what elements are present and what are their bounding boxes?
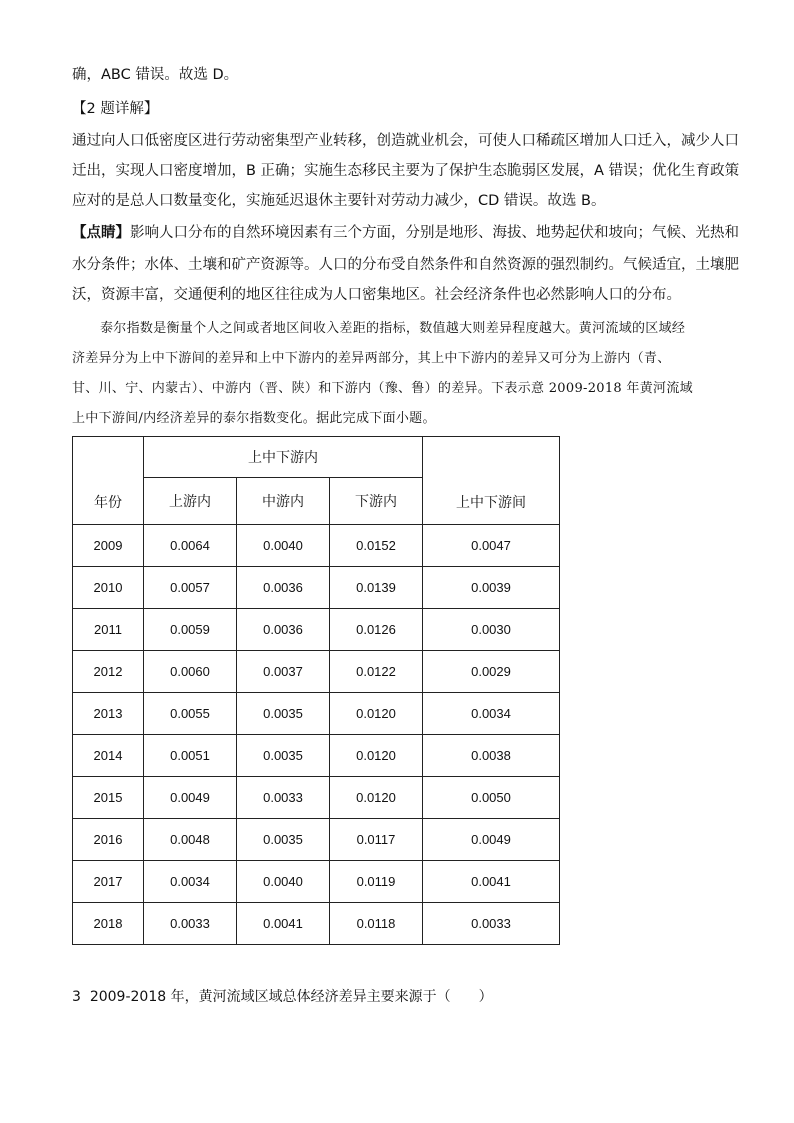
cell-upper: 0.0049 [144, 777, 237, 819]
intro-line-2: 济差异分为上中下游间的差异和上中下游内的差异两部分，其上中下游内的差异又可分为上游内（青、 [72, 351, 671, 366]
cell-lower: 0.0122 [330, 651, 423, 693]
explanation-line-1: 通过向人口低密度区进行劳动密集型产业转移，创造就业机会，可使人口稀疏区增加人口迁入，减少人口 [72, 133, 739, 149]
cell-between: 0.0029 [423, 651, 560, 693]
cell-middle: 0.0037 [237, 651, 330, 693]
cell-upper: 0.0055 [144, 693, 237, 735]
cell-lower: 0.0119 [330, 861, 423, 903]
cell-upper: 0.0060 [144, 651, 237, 693]
cell-year: 2012 [73, 651, 144, 693]
header-upper: 上游内 [144, 478, 237, 525]
cell-between: 0.0041 [423, 861, 560, 903]
intro-line-1: 泰尔指数是衡量个人之间或者地区间收入差距的指标，数值越大则差异程度越大。黄河流域的区域经 [100, 321, 686, 336]
header-within-group: 上中下游内 [144, 437, 423, 478]
table-row [73, 861, 560, 903]
table-row [73, 903, 560, 945]
cell-lower: 0.0139 [330, 567, 423, 609]
cell-between: 0.0038 [423, 735, 560, 777]
cell-middle: 0.0036 [237, 609, 330, 651]
cell-lower: 0.0117 [330, 819, 423, 861]
table-row [73, 735, 560, 777]
intro-line-3: 甘、川、宁、内蒙古）、中游内（晋、陕）和下游内（豫、鲁）的差异。下表示意 2009-2018 年黄河流域 [72, 381, 693, 396]
tip-line-1 [72, 222, 739, 244]
cell-year: 2017 [73, 861, 144, 903]
cell-upper: 0.0059 [144, 609, 237, 651]
cell-year: 2013 [73, 693, 144, 735]
cell-between: 0.0030 [423, 609, 560, 651]
table-row [73, 525, 560, 567]
table-row [73, 651, 560, 693]
cell-year: 2011 [73, 609, 144, 651]
cell-middle: 0.0035 [237, 819, 330, 861]
table-body [73, 525, 560, 945]
explanation-line-3: 应对的是总人口数量变化，实施延迟退休主要针对劳动力减少，CD 错误。故选 B。 [72, 193, 606, 209]
section-heading-q2: 【2 题详解】 [72, 101, 159, 117]
cell-upper: 0.0051 [144, 735, 237, 777]
cell-year: 2009 [73, 525, 144, 567]
cell-between: 0.0034 [423, 693, 560, 735]
header-lower: 下游内 [330, 478, 423, 525]
answer-line-1: 确，ABC 错误。故选 D。 [72, 67, 239, 83]
table-row [73, 567, 560, 609]
intro-line-4: 上中下游间/内经济差异的泰尔指数变化。据此完成下面小题。 [72, 411, 436, 426]
cell-lower: 0.0120 [330, 693, 423, 735]
cell-year: 2018 [73, 903, 144, 945]
header-middle: 中游内 [237, 478, 330, 525]
cell-between: 0.0047 [423, 525, 560, 567]
cell-middle: 0.0040 [237, 861, 330, 903]
cell-middle: 0.0036 [237, 567, 330, 609]
cell-upper: 0.0064 [144, 525, 237, 567]
tip-label: 【点睛】 [72, 225, 130, 241]
header-year: 年份 [73, 437, 144, 525]
tip-line-3: 沃，资源丰富，交通便利的地区往往成为人口密集地区。社会经济条件也必然影响人口的分布。 [72, 287, 681, 303]
question-3 [72, 986, 724, 1008]
tip-line-2: 水分条件；水体、土壤和矿产资源等。人口的分布受自然条件和自然资源的强烈制约。气候适宜，土壤肥 [72, 257, 739, 273]
cell-upper: 0.0048 [144, 819, 237, 861]
question-text: 2009-2018 年，黄河流域区域总体经济差异主要来源于（ ） [89, 989, 493, 1005]
cell-between: 0.0050 [423, 777, 560, 819]
cell-lower: 0.0152 [330, 525, 423, 567]
explanation-line-2: 迁出，实现人口密度增加，B 正确；实施生态移民主要为了保护生态脆弱区发展，A 错误；优化生育政策 [72, 163, 740, 179]
cell-lower: 0.0126 [330, 609, 423, 651]
table-row [73, 609, 560, 651]
cell-middle: 0.0041 [237, 903, 330, 945]
cell-year: 2016 [73, 819, 144, 861]
cell-year: 2010 [73, 567, 144, 609]
cell-between: 0.0039 [423, 567, 560, 609]
question-number: 3 [72, 989, 81, 1005]
cell-year: 2015 [73, 777, 144, 819]
cell-upper: 0.0057 [144, 567, 237, 609]
cell-upper: 0.0033 [144, 903, 237, 945]
cell-between: 0.0033 [423, 903, 560, 945]
cell-middle: 0.0035 [237, 693, 330, 735]
cell-middle: 0.0040 [237, 525, 330, 567]
table-row [73, 777, 560, 819]
cell-lower: 0.0120 [330, 777, 423, 819]
table-row [73, 819, 560, 861]
cell-year: 2014 [73, 735, 144, 777]
header-between: 上中下游间 [423, 437, 560, 525]
cell-middle: 0.0033 [237, 777, 330, 819]
cell-lower: 0.0118 [330, 903, 423, 945]
tip-text: 影响人口分布的自然环境因素有三个方面，分别是地形、海拔、地势起伏和坡向；气候、光热和 [130, 225, 739, 241]
cell-between: 0.0049 [423, 819, 560, 861]
cell-upper: 0.0034 [144, 861, 237, 903]
cell-lower: 0.0120 [330, 735, 423, 777]
theil-index-table [72, 436, 560, 945]
table-row [73, 693, 560, 735]
cell-middle: 0.0035 [237, 735, 330, 777]
